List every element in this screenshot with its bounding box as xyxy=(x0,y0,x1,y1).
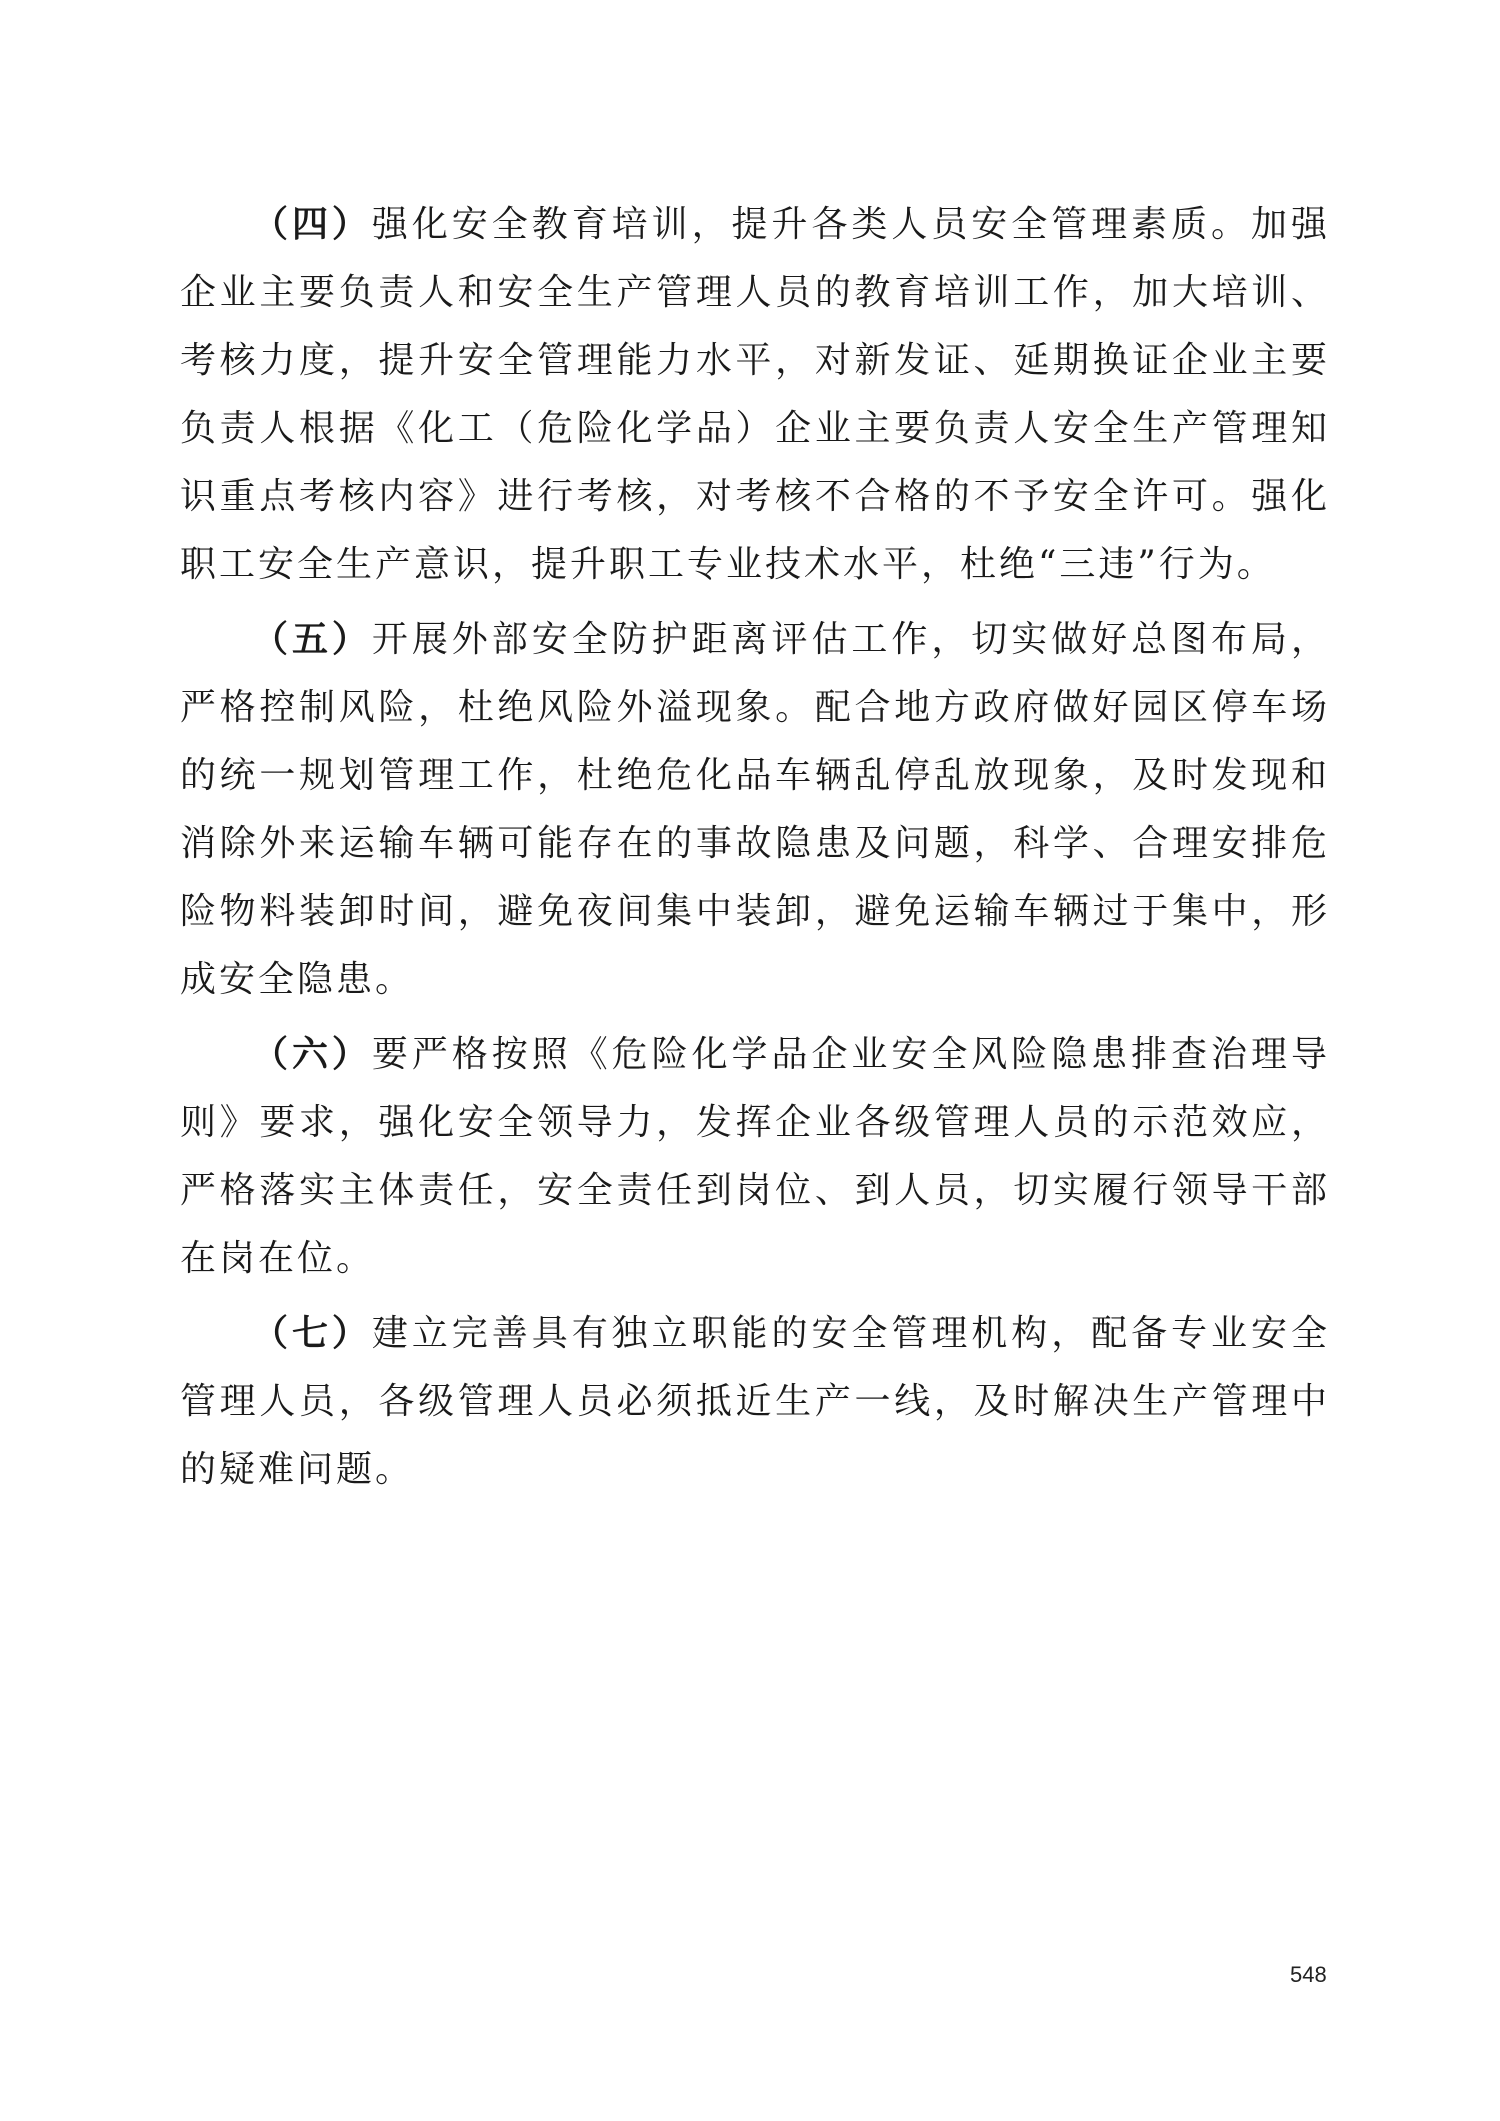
paragraph-4-label: （四） xyxy=(252,203,372,245)
paragraph-5 xyxy=(180,605,1330,1014)
paragraph-4-text: 强化安全教育培训，提升各类人员安全管理素质。加强企业主要负责人和安全生产管理人员的教育培训工作，加大培训、考核力度，提升安全管理能力水平，对新发证、延期换证企业主要负责人根据《化工（危险化学品）企业主要负责人安全生产管理知识重点考核内容》进行考核，对考核不合格的不予安全许可。强化职工安全生产意识，提升职工专业技术水平，杜绝“三违”行为。 xyxy=(180,204,1330,585)
paragraph-5-text: 开展外部安全防护距离评估工作，切实做好总图布局，严格控制风险，杜绝风险外溢现象。配合地方政府做好园区停车场的统一规划管理工作，杜绝危化品车辆乱停乱放现象，及时发现和消除外来运输车辆可能存在的事故隐患及问题，科学、合理安排危险物料装卸时间，避免夜间集中装卸，避免运输车辆过于集中，形成安全隐患。 xyxy=(180,619,1330,1000)
paragraph-6-label: （六） xyxy=(252,1033,372,1075)
paragraph-7-text: 建立完善具有独立职能的安全管理机构，配备专业安全管理人员，各级管理人员必须抵近生产一线，及时解决生产管理中的疑难问题。 xyxy=(180,1313,1330,1490)
paragraph-6-text: 要严格按照《危险化学品企业安全风险隐患排查治理导则》要求，强化安全领导力，发挥企业各级管理人员的示范效应，严格落实主体责任，安全责任到岗位、到人员，切实履行领导干部在岗在位。 xyxy=(180,1034,1330,1279)
paragraph-7-label: （七） xyxy=(252,1312,372,1354)
paragraph-4 xyxy=(180,190,1330,599)
page-number: 548 xyxy=(1290,1962,1327,1987)
paragraph-7 xyxy=(180,1299,1330,1504)
document-body xyxy=(180,190,1330,1510)
paragraph-5-label: （五） xyxy=(252,618,372,660)
paragraph-6 xyxy=(180,1020,1330,1293)
